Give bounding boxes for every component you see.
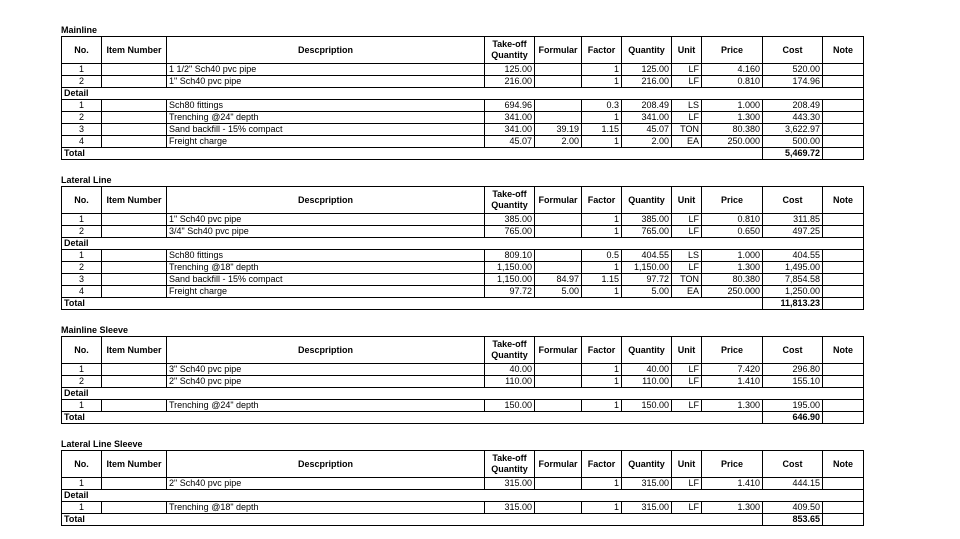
cell-takeoff-quantity: 110.00 bbox=[485, 376, 535, 388]
detail-label-row bbox=[62, 490, 864, 502]
cell-no: 1 bbox=[62, 64, 102, 76]
total-label: Total bbox=[62, 412, 763, 424]
column-header-unit: Unit bbox=[672, 37, 702, 64]
column-header-takeoff-quantity: Take-off Quantity bbox=[485, 337, 535, 364]
column-header-quantity: Quantity bbox=[622, 187, 672, 214]
cell-item-number bbox=[102, 364, 167, 376]
cell-unit: LS bbox=[672, 250, 702, 262]
cell-cost: 1,495.00 bbox=[763, 262, 823, 274]
column-header-description: Descpription bbox=[167, 337, 485, 364]
section-title: Lateral Line bbox=[61, 175, 112, 185]
cell-item-number bbox=[102, 214, 167, 226]
cell-price: 0.810 bbox=[702, 214, 763, 226]
column-header-formular: Formular bbox=[535, 37, 582, 64]
cell-unit: LF bbox=[672, 112, 702, 124]
column-header-item-number: Item Number bbox=[102, 187, 167, 214]
column-header-price: Price bbox=[702, 37, 763, 64]
cell-cost: 520.00 bbox=[763, 64, 823, 76]
total-label: Total bbox=[62, 298, 763, 310]
section-title: Mainline bbox=[61, 25, 98, 35]
column-header-description: Descpription bbox=[167, 451, 485, 478]
total-label: Total bbox=[62, 514, 763, 526]
column-header-factor: Factor bbox=[582, 37, 622, 64]
cell-factor: 1 bbox=[582, 262, 622, 274]
cell-unit: LF bbox=[672, 478, 702, 490]
cell-description: 3/4" Sch40 pvc pipe bbox=[167, 226, 485, 238]
cell-factor: 1 bbox=[582, 478, 622, 490]
cell-note bbox=[823, 412, 864, 424]
cell-description: 1 1/2" Sch40 pvc pipe bbox=[167, 64, 485, 76]
header-row bbox=[62, 337, 864, 364]
column-header-unit: Unit bbox=[672, 451, 702, 478]
cell-item-number bbox=[102, 502, 167, 514]
cell-note bbox=[823, 100, 864, 112]
cell-formular bbox=[535, 250, 582, 262]
cell-note bbox=[823, 112, 864, 124]
cell-cost: 195.00 bbox=[763, 400, 823, 412]
cell-factor: 1 bbox=[582, 376, 622, 388]
cell-unit: EA bbox=[672, 286, 702, 298]
cell-unit: LF bbox=[672, 76, 702, 88]
detail-row bbox=[62, 100, 864, 112]
cell-factor: 1 bbox=[582, 502, 622, 514]
column-header-formular: Formular bbox=[535, 451, 582, 478]
cell-price: 80.380 bbox=[702, 274, 763, 286]
cell-factor: 1 bbox=[582, 364, 622, 376]
detail-row bbox=[62, 262, 864, 274]
cell-quantity: 110.00 bbox=[622, 376, 672, 388]
cell-description: Freight charge bbox=[167, 286, 485, 298]
detail-row bbox=[62, 124, 864, 136]
cell-cost: 296.80 bbox=[763, 364, 823, 376]
cell-price: 80.380 bbox=[702, 124, 763, 136]
cell-unit: LF bbox=[672, 262, 702, 274]
cell-takeoff-quantity: 694.96 bbox=[485, 100, 535, 112]
column-header-formular: Formular bbox=[535, 337, 582, 364]
cell-note bbox=[823, 514, 864, 526]
cell-note bbox=[823, 274, 864, 286]
cell-takeoff-quantity: 97.72 bbox=[485, 286, 535, 298]
column-header-item-number: Item Number bbox=[102, 37, 167, 64]
cell-note bbox=[823, 226, 864, 238]
cell-description: Sand backfill - 15% compact bbox=[167, 274, 485, 286]
cell-quantity: 125.00 bbox=[622, 64, 672, 76]
cell-note bbox=[823, 148, 864, 160]
cell-quantity: 1,150.00 bbox=[622, 262, 672, 274]
detail-label-row bbox=[62, 388, 864, 400]
cell-takeoff-quantity: 150.00 bbox=[485, 400, 535, 412]
cell-no: 1 bbox=[62, 100, 102, 112]
cell-takeoff-quantity: 45.07 bbox=[485, 136, 535, 148]
cell-cost: 497.25 bbox=[763, 226, 823, 238]
section-gap bbox=[61, 310, 858, 324]
total-cost: 5,469.72 bbox=[763, 148, 823, 160]
cell-item-number bbox=[102, 136, 167, 148]
column-header-note: Note bbox=[823, 337, 864, 364]
cell-quantity: 315.00 bbox=[622, 478, 672, 490]
cell-no: 1 bbox=[62, 250, 102, 262]
cell-quantity: 315.00 bbox=[622, 502, 672, 514]
cell-cost: 444.15 bbox=[763, 478, 823, 490]
detail-label: Detail bbox=[62, 88, 864, 100]
cell-formular: 84.97 bbox=[535, 274, 582, 286]
column-header-price: Price bbox=[702, 337, 763, 364]
cell-note bbox=[823, 250, 864, 262]
cell-takeoff-quantity: 341.00 bbox=[485, 112, 535, 124]
column-header-cost: Cost bbox=[763, 187, 823, 214]
cell-item-number bbox=[102, 478, 167, 490]
cell-quantity: 150.00 bbox=[622, 400, 672, 412]
section-title: Lateral Line Sleeve bbox=[61, 439, 143, 449]
column-header-takeoff-quantity: Take-off Quantity bbox=[485, 37, 535, 64]
header-row bbox=[62, 37, 864, 64]
cell-unit: LF bbox=[672, 376, 702, 388]
column-header-no: No. bbox=[62, 37, 102, 64]
section-gap bbox=[61, 424, 858, 438]
cell-no: 1 bbox=[62, 364, 102, 376]
detail-row bbox=[62, 112, 864, 124]
column-header-takeoff-quantity: Take-off Quantity bbox=[485, 187, 535, 214]
cell-takeoff-quantity: 1,150.00 bbox=[485, 262, 535, 274]
cell-quantity: 45.07 bbox=[622, 124, 672, 136]
cell-no: 2 bbox=[62, 376, 102, 388]
cell-factor: 0.5 bbox=[582, 250, 622, 262]
cell-formular: 39.19 bbox=[535, 124, 582, 136]
total-label: Total bbox=[62, 148, 763, 160]
cell-formular: 2.00 bbox=[535, 136, 582, 148]
column-header-cost: Cost bbox=[763, 451, 823, 478]
item-row bbox=[62, 76, 864, 88]
item-row bbox=[62, 376, 864, 388]
cell-no: 3 bbox=[62, 124, 102, 136]
cell-item-number bbox=[102, 64, 167, 76]
cell-quantity: 385.00 bbox=[622, 214, 672, 226]
total-cost: 646.90 bbox=[763, 412, 823, 424]
cell-price: 7.420 bbox=[702, 364, 763, 376]
cell-cost: 311.85 bbox=[763, 214, 823, 226]
column-header-no: No. bbox=[62, 337, 102, 364]
cell-unit: LF bbox=[672, 400, 702, 412]
item-row bbox=[62, 226, 864, 238]
cell-takeoff-quantity: 1,150.00 bbox=[485, 274, 535, 286]
cell-note bbox=[823, 136, 864, 148]
cell-formular bbox=[535, 64, 582, 76]
total-row bbox=[62, 412, 864, 424]
cell-price: 250.000 bbox=[702, 286, 763, 298]
cell-unit: LF bbox=[672, 214, 702, 226]
detail-row bbox=[62, 286, 864, 298]
cell-description: Freight charge bbox=[167, 136, 485, 148]
cell-price: 1.000 bbox=[702, 100, 763, 112]
cell-unit: EA bbox=[672, 136, 702, 148]
section-table bbox=[61, 186, 864, 310]
column-header-price: Price bbox=[702, 451, 763, 478]
column-header-description: Descpription bbox=[167, 37, 485, 64]
cell-note bbox=[823, 298, 864, 310]
cell-price: 0.650 bbox=[702, 226, 763, 238]
column-header-item-number: Item Number bbox=[102, 451, 167, 478]
estimate-sheet bbox=[61, 24, 858, 526]
cell-price: 1.300 bbox=[702, 400, 763, 412]
cell-item-number bbox=[102, 250, 167, 262]
section-gap bbox=[61, 160, 858, 174]
column-header-no: No. bbox=[62, 451, 102, 478]
column-header-note: Note bbox=[823, 37, 864, 64]
cell-description: 3" Sch40 pvc pipe bbox=[167, 364, 485, 376]
detail-label-row bbox=[62, 238, 864, 250]
detail-row bbox=[62, 400, 864, 412]
cell-item-number bbox=[102, 274, 167, 286]
cell-unit: LF bbox=[672, 226, 702, 238]
cell-price: 1.410 bbox=[702, 478, 763, 490]
cell-cost: 155.10 bbox=[763, 376, 823, 388]
cell-unit: LF bbox=[672, 364, 702, 376]
cell-note bbox=[823, 364, 864, 376]
cell-item-number bbox=[102, 226, 167, 238]
column-header-item-number: Item Number bbox=[102, 337, 167, 364]
cell-note bbox=[823, 76, 864, 88]
column-header-quantity: Quantity bbox=[622, 37, 672, 64]
column-header-unit: Unit bbox=[672, 337, 702, 364]
cell-note bbox=[823, 286, 864, 298]
cell-factor: 1 bbox=[582, 64, 622, 76]
cell-price: 1.300 bbox=[702, 112, 763, 124]
cell-quantity: 404.55 bbox=[622, 250, 672, 262]
cell-no: 2 bbox=[62, 226, 102, 238]
cell-description: 1" Sch40 pvc pipe bbox=[167, 76, 485, 88]
cell-no: 1 bbox=[62, 502, 102, 514]
column-header-no: No. bbox=[62, 187, 102, 214]
section-table bbox=[61, 450, 864, 526]
cell-price: 0.810 bbox=[702, 76, 763, 88]
cell-takeoff-quantity: 809.10 bbox=[485, 250, 535, 262]
cell-note bbox=[823, 376, 864, 388]
cell-quantity: 5.00 bbox=[622, 286, 672, 298]
cell-note bbox=[823, 478, 864, 490]
cell-takeoff-quantity: 40.00 bbox=[485, 364, 535, 376]
detail-row bbox=[62, 274, 864, 286]
cell-note bbox=[823, 124, 864, 136]
column-header-unit: Unit bbox=[672, 187, 702, 214]
detail-label: Detail bbox=[62, 490, 864, 502]
cell-factor: 1.15 bbox=[582, 274, 622, 286]
cell-quantity: 216.00 bbox=[622, 76, 672, 88]
cell-factor: 1 bbox=[582, 286, 622, 298]
cell-factor: 1 bbox=[582, 214, 622, 226]
section-table bbox=[61, 336, 864, 424]
cell-item-number bbox=[102, 400, 167, 412]
cell-note bbox=[823, 64, 864, 76]
cell-cost: 1,250.00 bbox=[763, 286, 823, 298]
column-header-takeoff-quantity: Take-off Quantity bbox=[485, 451, 535, 478]
detail-label-row bbox=[62, 88, 864, 100]
column-header-factor: Factor bbox=[582, 187, 622, 214]
column-header-factor: Factor bbox=[582, 337, 622, 364]
cell-takeoff-quantity: 385.00 bbox=[485, 214, 535, 226]
cell-no: 4 bbox=[62, 136, 102, 148]
cell-unit: LF bbox=[672, 64, 702, 76]
cell-item-number bbox=[102, 76, 167, 88]
cell-cost: 443.30 bbox=[763, 112, 823, 124]
cell-item-number bbox=[102, 100, 167, 112]
cell-price: 1.410 bbox=[702, 376, 763, 388]
cell-description: 2" Sch40 pvc pipe bbox=[167, 478, 485, 490]
column-header-quantity: Quantity bbox=[622, 451, 672, 478]
cell-note bbox=[823, 502, 864, 514]
cell-item-number bbox=[102, 112, 167, 124]
header-row bbox=[62, 187, 864, 214]
cell-factor: 1 bbox=[582, 226, 622, 238]
cell-description: 1" Sch40 pvc pipe bbox=[167, 214, 485, 226]
cell-quantity: 341.00 bbox=[622, 112, 672, 124]
cell-note bbox=[823, 214, 864, 226]
cell-unit: LS bbox=[672, 100, 702, 112]
detail-row bbox=[62, 250, 864, 262]
cell-quantity: 765.00 bbox=[622, 226, 672, 238]
cell-price: 1.300 bbox=[702, 262, 763, 274]
cell-no: 1 bbox=[62, 478, 102, 490]
cell-no: 2 bbox=[62, 112, 102, 124]
detail-label: Detail bbox=[62, 238, 864, 250]
column-header-cost: Cost bbox=[763, 37, 823, 64]
cell-factor: 0.3 bbox=[582, 100, 622, 112]
cell-formular bbox=[535, 76, 582, 88]
cell-item-number bbox=[102, 376, 167, 388]
cell-no: 1 bbox=[62, 214, 102, 226]
section-table bbox=[61, 36, 864, 160]
cell-formular: 5.00 bbox=[535, 286, 582, 298]
cell-formular bbox=[535, 226, 582, 238]
cell-cost: 174.96 bbox=[763, 76, 823, 88]
column-header-factor: Factor bbox=[582, 451, 622, 478]
cell-description: Trenching @24" depth bbox=[167, 400, 485, 412]
cell-quantity: 40.00 bbox=[622, 364, 672, 376]
cell-factor: 1 bbox=[582, 400, 622, 412]
cell-cost: 500.00 bbox=[763, 136, 823, 148]
cell-formular bbox=[535, 100, 582, 112]
cell-takeoff-quantity: 341.00 bbox=[485, 124, 535, 136]
cell-description: 2" Sch40 pvc pipe bbox=[167, 376, 485, 388]
total-cost: 11,813.23 bbox=[763, 298, 823, 310]
detail-row bbox=[62, 136, 864, 148]
cell-description: Sch80 fittings bbox=[167, 100, 485, 112]
total-row bbox=[62, 148, 864, 160]
cell-quantity: 97.72 bbox=[622, 274, 672, 286]
column-header-note: Note bbox=[823, 187, 864, 214]
total-row bbox=[62, 514, 864, 526]
column-header-price: Price bbox=[702, 187, 763, 214]
cell-price: 1.300 bbox=[702, 502, 763, 514]
cell-takeoff-quantity: 125.00 bbox=[485, 64, 535, 76]
column-header-cost: Cost bbox=[763, 337, 823, 364]
cell-description: Trenching @24" depth bbox=[167, 112, 485, 124]
cell-takeoff-quantity: 765.00 bbox=[485, 226, 535, 238]
total-row bbox=[62, 298, 864, 310]
cell-factor: 1 bbox=[582, 76, 622, 88]
cell-formular bbox=[535, 214, 582, 226]
cell-note bbox=[823, 400, 864, 412]
cell-item-number bbox=[102, 262, 167, 274]
cell-factor: 1 bbox=[582, 112, 622, 124]
cell-unit: LF bbox=[672, 502, 702, 514]
cell-price: 250.000 bbox=[702, 136, 763, 148]
cell-description: Trenching @18" depth bbox=[167, 262, 485, 274]
cell-no: 2 bbox=[62, 76, 102, 88]
cell-formular bbox=[535, 364, 582, 376]
cell-price: 4.160 bbox=[702, 64, 763, 76]
cell-description: Sch80 fittings bbox=[167, 250, 485, 262]
item-row bbox=[62, 364, 864, 376]
cell-quantity: 208.49 bbox=[622, 100, 672, 112]
cell-price: 1.000 bbox=[702, 250, 763, 262]
cell-takeoff-quantity: 315.00 bbox=[485, 502, 535, 514]
cell-description: Sand backfill - 15% compact bbox=[167, 124, 485, 136]
cell-no: 2 bbox=[62, 262, 102, 274]
detail-row bbox=[62, 502, 864, 514]
cell-item-number bbox=[102, 286, 167, 298]
section-title: Mainline Sleeve bbox=[61, 325, 129, 335]
header-row bbox=[62, 451, 864, 478]
cell-no: 4 bbox=[62, 286, 102, 298]
cell-formular bbox=[535, 112, 582, 124]
cell-cost: 3,622.97 bbox=[763, 124, 823, 136]
cell-unit: TON bbox=[672, 124, 702, 136]
cell-item-number bbox=[102, 124, 167, 136]
item-row bbox=[62, 214, 864, 226]
cell-formular bbox=[535, 400, 582, 412]
cell-cost: 409.50 bbox=[763, 502, 823, 514]
detail-label: Detail bbox=[62, 388, 864, 400]
cell-factor: 1 bbox=[582, 136, 622, 148]
cell-cost: 208.49 bbox=[763, 100, 823, 112]
cell-no: 3 bbox=[62, 274, 102, 286]
cell-formular bbox=[535, 262, 582, 274]
cell-formular bbox=[535, 478, 582, 490]
column-header-quantity: Quantity bbox=[622, 337, 672, 364]
cell-cost: 404.55 bbox=[763, 250, 823, 262]
item-row bbox=[62, 64, 864, 76]
item-row bbox=[62, 478, 864, 490]
column-header-description: Descpription bbox=[167, 187, 485, 214]
cell-takeoff-quantity: 315.00 bbox=[485, 478, 535, 490]
cell-no: 1 bbox=[62, 400, 102, 412]
column-header-formular: Formular bbox=[535, 187, 582, 214]
column-header-note: Note bbox=[823, 451, 864, 478]
cell-formular bbox=[535, 502, 582, 514]
cell-formular bbox=[535, 376, 582, 388]
cell-quantity: 2.00 bbox=[622, 136, 672, 148]
cell-cost: 7,854.58 bbox=[763, 274, 823, 286]
total-cost: 853.65 bbox=[763, 514, 823, 526]
cell-unit: TON bbox=[672, 274, 702, 286]
cell-note bbox=[823, 262, 864, 274]
cell-description: Trenching @18" depth bbox=[167, 502, 485, 514]
cell-factor: 1.15 bbox=[582, 124, 622, 136]
cell-takeoff-quantity: 216.00 bbox=[485, 76, 535, 88]
